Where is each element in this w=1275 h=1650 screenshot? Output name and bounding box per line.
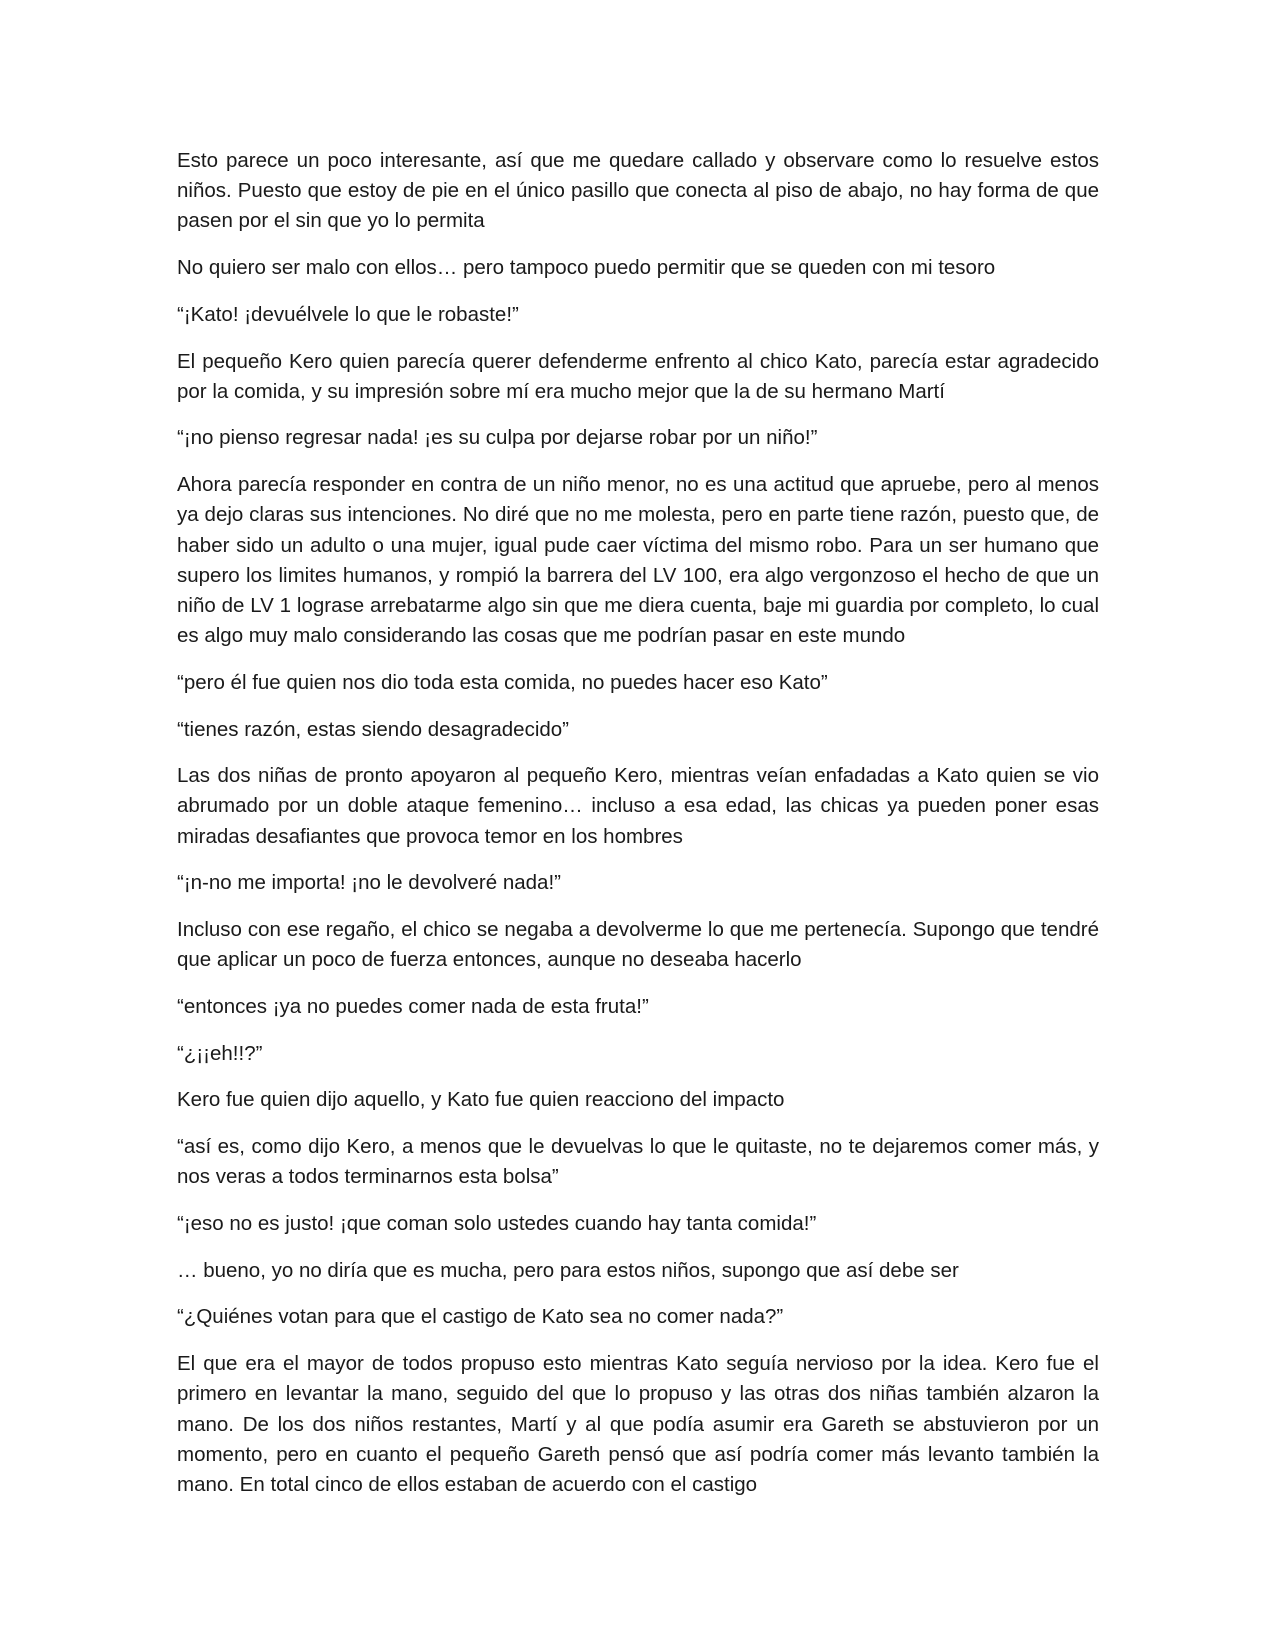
paragraph-9: El que era el mayor de todos propuso esto mientras Kato seguía nervioso por la idea. Kero fue el primero en levantar la mano, seguido del que lo propuso y las otras dos niñas también alzaron la mano. De los dos niños restantes, Martí y al que podía asumir era Gareth se abstuvieron por un momento, pero en cuanto el pequeño Gareth pensó que así podría comer más levanto también la mano. En total cinco de ellos estaban de acuerdo con el castigo: [177, 1352, 1099, 1496]
dialogue-line-8: “así es, como dijo Kero, a menos que le devuelvas lo que le quitaste, no te dejaremos comer más, y nos veras a todos terminarnos esta bolsa”: [177, 1135, 1099, 1189]
paragraph-7: Kero fue quien dijo aquello, y Kato fue quien reacciono del impacto: [177, 1088, 785, 1112]
paragraph-2: No quiero ser malo con ellos… pero tampoco puedo permitir que se queden con mi tesoro: [177, 256, 996, 280]
page-body: [177, 146, 1099, 1517]
dialogue-line-7: “¿¡¡eh!!?”: [177, 1041, 263, 1065]
dialogue-line-2: “¡no pienso regresar nada! ¡es su culpa por dejarse robar por un niño!”: [177, 426, 818, 450]
paragraph-8: … bueno, yo no diría que es mucha, pero para estos niños, supongo que así debe ser: [177, 1258, 959, 1282]
dialogue-line-4: “tienes razón, estas siendo desagradecido”: [177, 717, 570, 741]
dialogue-line-5: “¡n-no me importa! ¡no le devolveré nada!”: [177, 871, 561, 895]
dialogue-line-6: “entonces ¡ya no puedes comer nada de esta fruta!”: [177, 994, 649, 1018]
dialogue-line-3: “pero él fue quien nos dio toda esta comida, no puedes hacer eso Kato”: [177, 670, 828, 694]
paragraph-1: Esto parece un poco interesante, así que me quedare callado y observare como lo resuelve estos niños. Puesto que estoy de pie en el único pasillo que conecta al piso de abajo, no hay forma de que pasen por el sin que yo lo permita: [177, 149, 1099, 233]
paragraph-4: Ahora parecía responder en contra de un niño menor, no es una actitud que apruebe, pero al menos ya dejo claras sus intenciones. No diré que no me molesta, pero en parte tiene razón, puesto que, de haber sido un adulto o una mujer, igual pude caer víctima del mismo robo. Para un ser humano que supero los limites humanos, y rompió la barrera del LV 100, era algo vergonzoso el hecho de que un niño de LV 1 lograse arrebatarme algo sin que me diera cuenta, baje mi guardia por completo, lo cual es algo muy malo considerando las cosas que me podrían pasar en este mundo: [177, 473, 1099, 648]
paragraph-6: Incluso con ese regaño, el chico se negaba a devolverme lo que me pertenecía. Supongo que tendré que aplicar un poco de fuerza entonces, aunque no deseaba hacerlo: [177, 918, 1099, 972]
dialogue-line-10: “¿Quiénes votan para que el castigo de Kato sea no comer nada?”: [177, 1305, 784, 1329]
paragraph-5: Las dos niñas de pronto apoyaron al pequeño Kero, mientras veían enfadadas a Kato quien se vio abrumado por un doble ataque femenino… incluso a esa edad, las chicas ya pueden poner esas miradas desafiantes que provoca temor en los hombres: [177, 764, 1099, 848]
dialogue-line-1: “¡Kato! ¡devuélvele lo que le robaste!”: [177, 302, 519, 326]
paragraph-3: El pequeño Kero quien parecía querer defenderme enfrento al chico Kato, parecía estar agradecido por la comida, y su impresión sobre mí era mucho mejor que la de su hermano Martí: [177, 349, 1099, 403]
dialogue-line-9: “¡eso no es justo! ¡que coman solo ustedes cuando hay tanta comida!”: [177, 1211, 817, 1235]
